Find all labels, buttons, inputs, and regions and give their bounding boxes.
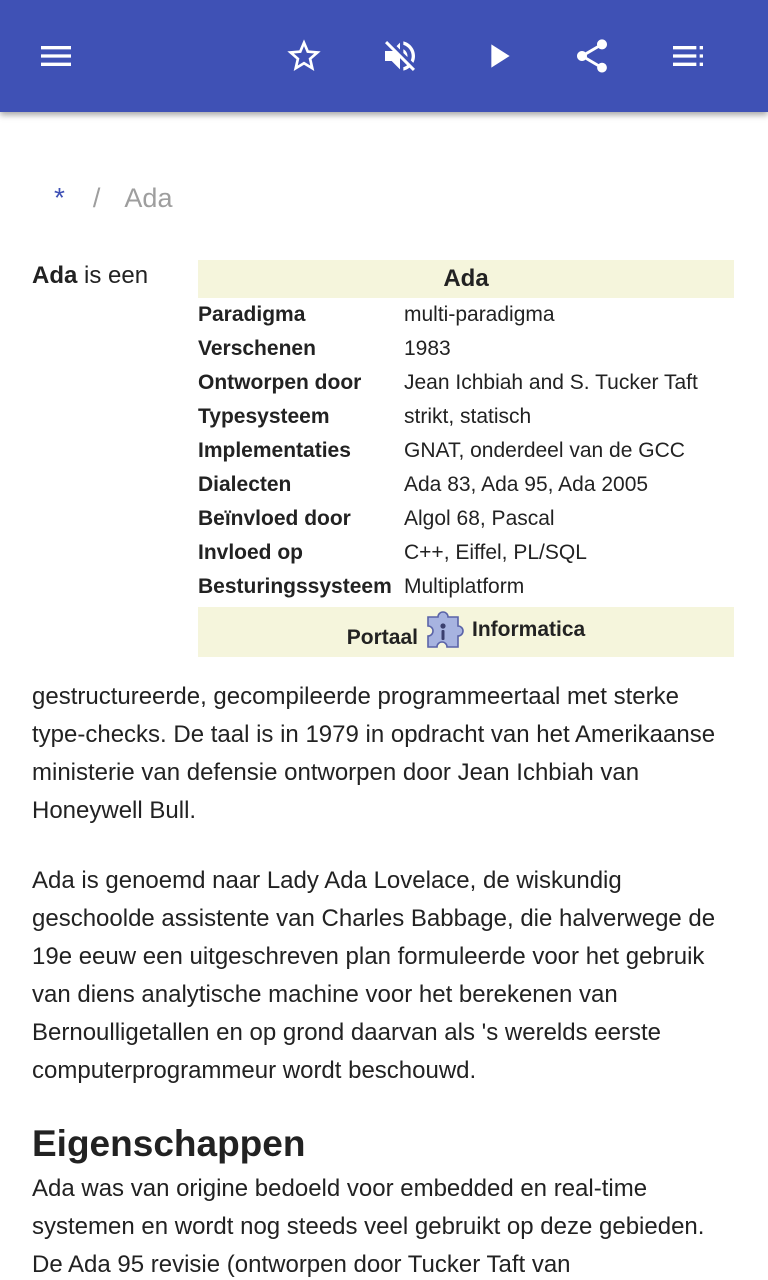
infobox-label: Besturingssysteem [198, 575, 392, 598]
article-paragraph: gestructureerde, gecompileerde programmeertaal met sterke type-checks. De taal is in 1979 in opdracht van het Amerikaanse ministerie van defensie ontworpen door Jean Ichbiah van Honeywell Bull. [32, 683, 716, 824]
infobox-value: Multiplatform [404, 575, 525, 598]
breadcrumb [32, 178, 172, 218]
mute-button[interactable] [368, 24, 432, 88]
share-icon [572, 36, 612, 76]
portal-label[interactable]: Portaal [346, 626, 418, 649]
infobox-label: Dialecten [198, 473, 292, 496]
infobox [198, 260, 734, 657]
portal-topic[interactable]: Informatica [472, 618, 586, 641]
infobox-label: Verschenen [198, 337, 316, 360]
infobox-value: 1983 [404, 337, 451, 360]
infobox-row [198, 468, 734, 502]
app-toolbar [0, 0, 768, 112]
volume-off-icon [380, 36, 420, 76]
infobox-value: Jean Ichbiah and S. Tucker Taft [404, 371, 698, 394]
infobox-value: strikt, statisch [404, 405, 532, 428]
list-icon [668, 36, 708, 76]
infobox-row [198, 332, 734, 366]
intro-rest: is een [77, 262, 149, 289]
intro-bold: Ada [32, 262, 78, 289]
article-paragraph: Ada was van origine bedoeld voor embedded en real-time systemen en wordt nog steeds veel gebruikt op deze gebieden. De Ada 95 revisie (ontworpen door Tucker Taft van [32, 1175, 705, 1278]
breadcrumb-current: Ada [124, 182, 173, 213]
infobox-value: GNAT, onderdeel van de GCC [404, 439, 685, 462]
infobox-title: Ada [198, 260, 734, 298]
infobox-label: Typesysteem [198, 405, 330, 428]
infobox-row [198, 536, 734, 570]
infobox-value: Ada 83, Ada 95, Ada 2005 [404, 473, 649, 496]
menu-icon [36, 36, 76, 76]
infobox-label: Ontworpen door [198, 371, 362, 394]
article-paragraph: Ada is genoemd naar Lady Ada Lovelace, de wiskundig geschoolde assistente van Charles Babbage, die halverwege de 19e eeuw een uitgeschreven plan formuleerde voor het gebruik van diens analytische machine voor het berekenen van Bernoulligetallen en op grond daarvan als 's werelds eerste computerprogrammeur wordt beschouwd. [32, 867, 716, 1084]
play-button[interactable] [466, 24, 530, 88]
infobox-label: Implementaties [198, 439, 351, 462]
play-icon [478, 36, 518, 76]
section-heading: Eigenschappen [32, 1123, 306, 1164]
share-button[interactable] [560, 24, 624, 88]
star-icon [284, 36, 324, 76]
infobox-row [198, 434, 734, 468]
infobox-row [198, 502, 734, 536]
infobox-label: Beïnvloed door [198, 507, 351, 530]
favorite-button[interactable] [272, 24, 336, 88]
infobox-value: C++, Eiffel, PL/SQL [404, 541, 587, 564]
infobox-row [198, 400, 734, 434]
infobox-value: Algol 68, Pascal [404, 507, 555, 530]
breadcrumb-separator: / [92, 182, 101, 213]
contents-button[interactable] [656, 24, 720, 88]
puzzle-piece-icon[interactable] [422, 609, 468, 651]
menu-button[interactable] [24, 24, 88, 88]
infobox-portal [198, 607, 734, 657]
infobox-value: multi-paradigma [404, 303, 555, 326]
infobox-row [198, 298, 734, 332]
infobox-label: Paradigma [198, 303, 306, 326]
intro-text [32, 258, 148, 294]
infobox-row [198, 570, 734, 604]
breadcrumb-home[interactable]: * [54, 182, 65, 213]
infobox-label: Invloed op [198, 541, 303, 564]
infobox-row [198, 366, 734, 400]
article-body [32, 678, 736, 1280]
